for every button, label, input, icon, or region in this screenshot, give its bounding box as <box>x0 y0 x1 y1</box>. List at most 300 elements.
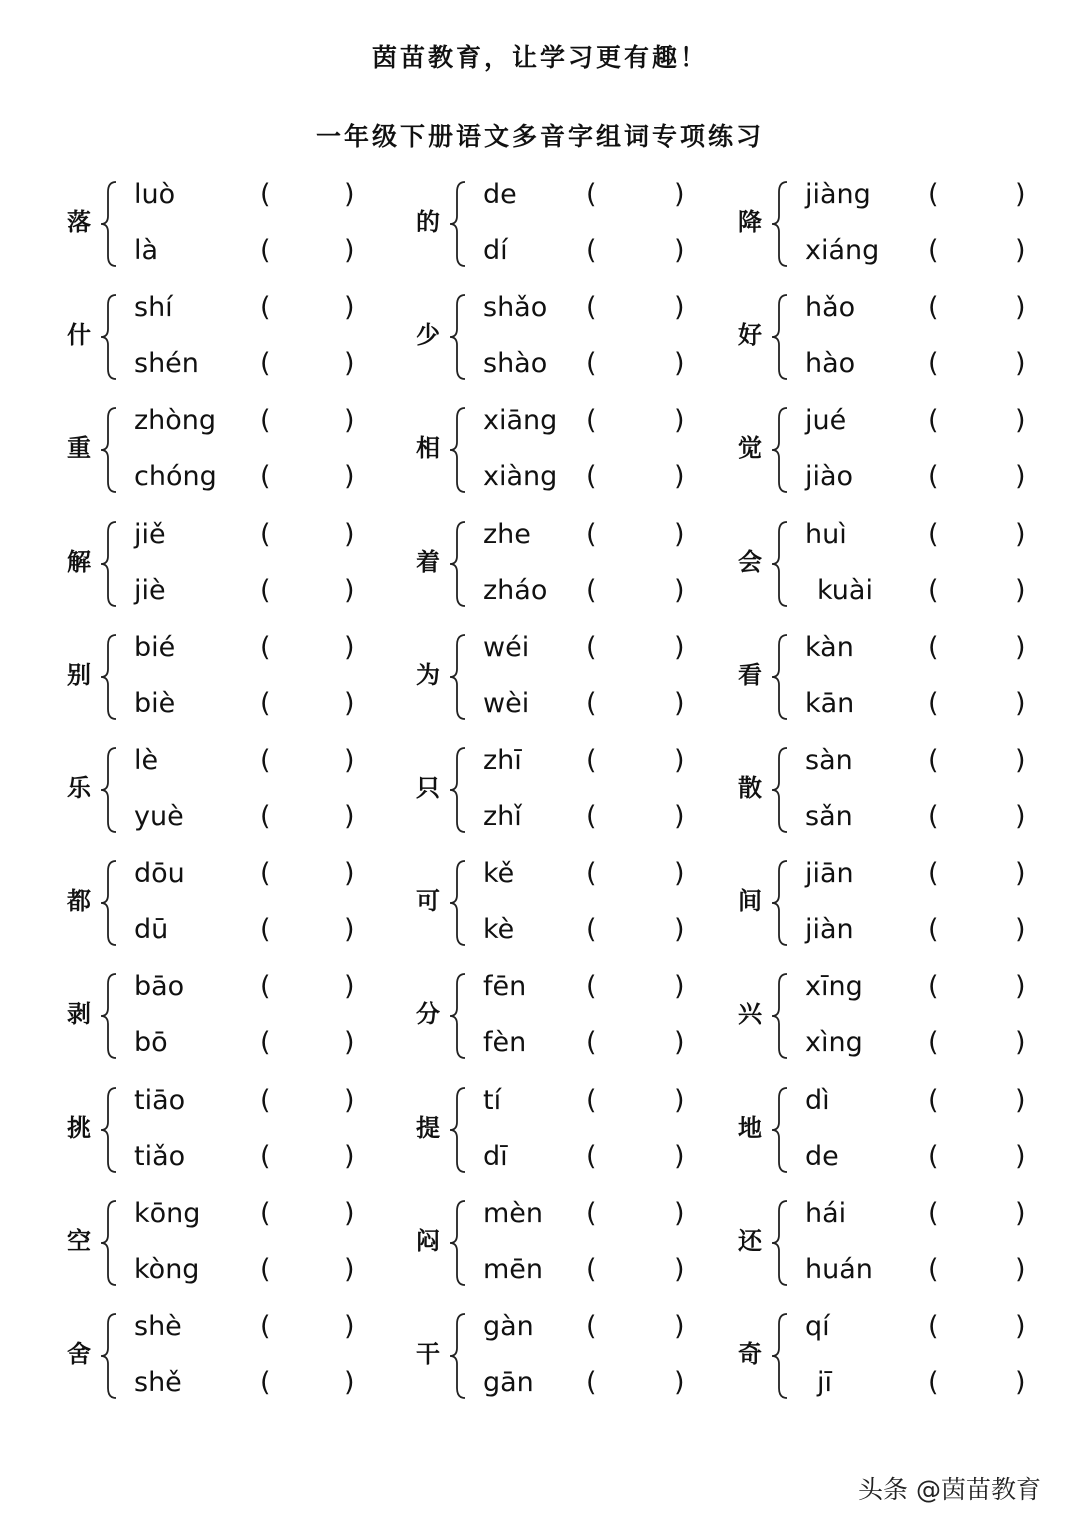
pinyin-reading: kě <box>483 858 515 889</box>
curly-brace-icon <box>769 180 791 268</box>
answer-blank-open-paren: ( <box>928 1367 939 1398</box>
curly-brace-icon <box>447 520 469 608</box>
pinyin-reading: kè <box>483 914 515 945</box>
answer-blank-close-paren: ) <box>344 292 355 323</box>
answer-blank-open-paren: ( <box>928 292 939 323</box>
pinyin-reading: dōu <box>134 858 185 889</box>
polyphone-character: 奇 <box>738 1339 762 1368</box>
answer-blank-close-paren: ) <box>1015 1254 1026 1285</box>
answer-blank-open-paren: ( <box>928 1085 939 1116</box>
answer-blank-close-paren: ) <box>674 235 685 266</box>
polyphone-character: 什 <box>67 320 91 349</box>
curly-brace-icon <box>447 1086 469 1174</box>
pinyin-reading: xiáng <box>805 235 880 266</box>
pinyin-reading: sǎn <box>805 801 853 832</box>
answer-blank-close-paren: ) <box>344 575 355 606</box>
answer-blank-close-paren: ) <box>674 1027 685 1058</box>
answer-blank-close-paren: ) <box>344 858 355 889</box>
answer-blank-open-paren: ( <box>260 632 271 663</box>
answer-blank-open-paren: ( <box>586 461 597 492</box>
pinyin-reading: là <box>134 235 159 266</box>
curly-brace-icon <box>769 633 791 721</box>
answer-blank-open-paren: ( <box>586 1085 597 1116</box>
polyphone-character: 的 <box>416 207 440 236</box>
answer-blank-close-paren: ) <box>344 405 355 436</box>
answer-blank-close-paren: ) <box>674 1141 685 1172</box>
answer-blank-open-paren: ( <box>260 1141 271 1172</box>
answer-blank-open-paren: ( <box>586 914 597 945</box>
curly-brace-icon <box>769 406 791 494</box>
polyphone-group <box>411 518 731 610</box>
answer-blank-open-paren: ( <box>928 1198 939 1229</box>
answer-blank-open-paren: ( <box>586 1367 597 1398</box>
curly-brace-icon <box>769 1086 791 1174</box>
pinyin-reading: luò <box>134 179 176 210</box>
answer-blank-open-paren: ( <box>928 1027 939 1058</box>
pinyin-reading: zhe <box>483 519 531 550</box>
answer-blank-close-paren: ) <box>1015 235 1026 266</box>
pinyin-reading: tiǎo <box>134 1141 186 1172</box>
polyphone-character: 为 <box>416 660 440 689</box>
polyphone-group <box>411 970 731 1062</box>
answer-blank-open-paren: ( <box>586 1198 597 1229</box>
polyphone-group <box>62 631 382 723</box>
pinyin-reading: lè <box>134 745 159 776</box>
pinyin-reading: hǎo <box>805 292 856 323</box>
polyphone-character: 看 <box>738 660 762 689</box>
polyphone-group <box>411 291 731 383</box>
polyphone-group <box>733 178 1053 270</box>
polyphone-group <box>733 970 1053 1062</box>
polyphone-group <box>62 1310 382 1402</box>
answer-blank-open-paren: ( <box>260 1027 271 1058</box>
pinyin-reading: chóng <box>134 461 217 492</box>
pinyin-reading: xiāng <box>483 405 558 436</box>
pinyin-reading: fèn <box>483 1027 527 1058</box>
answer-blank-close-paren: ) <box>344 801 355 832</box>
answer-blank-open-paren: ( <box>260 235 271 266</box>
answer-blank-open-paren: ( <box>586 1027 597 1058</box>
pinyin-reading: tí <box>483 1085 502 1116</box>
pinyin-reading: xīng <box>805 971 863 1002</box>
answer-blank-close-paren: ) <box>1015 461 1026 492</box>
pinyin-reading: shè <box>134 1311 182 1342</box>
answer-blank-open-paren: ( <box>260 971 271 1002</box>
answer-blank-open-paren: ( <box>260 745 271 776</box>
answer-blank-close-paren: ) <box>1015 801 1026 832</box>
pinyin-reading: jiàn <box>805 914 854 945</box>
answer-blank-close-paren: ) <box>344 179 355 210</box>
polyphone-group <box>733 1310 1053 1402</box>
answer-blank-close-paren: ) <box>1015 1141 1026 1172</box>
curly-brace-icon <box>98 520 120 608</box>
pinyin-reading: wèi <box>483 688 530 719</box>
answer-blank-close-paren: ) <box>344 348 355 379</box>
curly-brace-icon <box>447 1312 469 1400</box>
answer-blank-open-paren: ( <box>260 575 271 606</box>
polyphone-group <box>733 631 1053 723</box>
pinyin-reading: mēn <box>483 1254 544 1285</box>
polyphone-character: 降 <box>738 207 762 236</box>
pinyin-reading: fēn <box>483 971 527 1002</box>
polyphone-group <box>411 744 731 836</box>
answer-blank-close-paren: ) <box>344 1198 355 1229</box>
polyphone-character: 提 <box>416 1113 440 1142</box>
answer-blank-open-paren: ( <box>260 405 271 436</box>
pinyin-reading: zhǐ <box>483 801 522 832</box>
polyphone-group <box>62 1197 382 1289</box>
curly-brace-icon <box>447 180 469 268</box>
pinyin-reading: shén <box>134 348 199 379</box>
answer-blank-close-paren: ) <box>344 1254 355 1285</box>
polyphone-character: 着 <box>416 547 440 576</box>
pinyin-reading: bāo <box>134 971 185 1002</box>
curly-brace-icon <box>769 972 791 1060</box>
answer-blank-close-paren: ) <box>674 1085 685 1116</box>
pinyin-reading: yuè <box>134 801 184 832</box>
polyphone-character: 舍 <box>67 1339 91 1368</box>
answer-blank-close-paren: ) <box>1015 1367 1026 1398</box>
answer-blank-close-paren: ) <box>674 1367 685 1398</box>
pinyin-reading: jiàng <box>805 179 871 210</box>
polyphone-character: 地 <box>738 1113 762 1142</box>
answer-blank-close-paren: ) <box>1015 575 1026 606</box>
polyphone-group <box>62 857 382 949</box>
pinyin-reading: xiàng <box>483 461 558 492</box>
polyphone-character: 分 <box>416 999 440 1028</box>
answer-blank-close-paren: ) <box>1015 292 1026 323</box>
answer-blank-close-paren: ) <box>344 519 355 550</box>
answer-blank-close-paren: ) <box>674 971 685 1002</box>
curly-brace-icon <box>98 1312 120 1400</box>
polyphone-group <box>411 1310 731 1402</box>
answer-blank-close-paren: ) <box>1015 1198 1026 1229</box>
polyphone-character: 兴 <box>738 999 762 1028</box>
answer-blank-open-paren: ( <box>260 858 271 889</box>
answer-blank-close-paren: ) <box>344 914 355 945</box>
curly-brace-icon <box>98 1199 120 1287</box>
pinyin-reading: huì <box>805 519 847 550</box>
answer-blank-open-paren: ( <box>260 688 271 719</box>
answer-blank-close-paren: ) <box>1015 745 1026 776</box>
polyphone-group <box>411 1197 731 1289</box>
answer-blank-close-paren: ) <box>1015 1311 1026 1342</box>
pinyin-reading: bō <box>134 1027 168 1058</box>
answer-blank-open-paren: ( <box>586 179 597 210</box>
polyphone-group <box>411 1084 731 1176</box>
curly-brace-icon <box>98 859 120 947</box>
pinyin-reading: shǎo <box>483 292 548 323</box>
answer-blank-open-paren: ( <box>586 745 597 776</box>
answer-blank-close-paren: ) <box>674 348 685 379</box>
answer-blank-close-paren: ) <box>1015 632 1026 663</box>
answer-blank-open-paren: ( <box>260 348 271 379</box>
answer-blank-open-paren: ( <box>260 519 271 550</box>
curly-brace-icon <box>447 746 469 834</box>
pinyin-reading: jiān <box>805 858 854 889</box>
polyphone-character: 觉 <box>738 433 762 462</box>
polyphone-character: 闷 <box>416 1226 440 1255</box>
pinyin-reading: bié <box>134 632 176 663</box>
polyphone-character: 会 <box>738 547 762 576</box>
answer-blank-open-paren: ( <box>260 1254 271 1285</box>
answer-blank-close-paren: ) <box>1015 348 1026 379</box>
answer-blank-close-paren: ) <box>344 1311 355 1342</box>
answer-blank-close-paren: ) <box>674 858 685 889</box>
pinyin-reading: shě <box>134 1367 182 1398</box>
answer-blank-close-paren: ) <box>674 632 685 663</box>
polyphone-group <box>411 178 731 270</box>
answer-blank-open-paren: ( <box>586 1141 597 1172</box>
pinyin-reading: dì <box>805 1085 830 1116</box>
pinyin-reading: shí <box>134 292 173 323</box>
answer-blank-open-paren: ( <box>928 348 939 379</box>
answer-blank-close-paren: ) <box>674 1254 685 1285</box>
curly-brace-icon <box>98 972 120 1060</box>
answer-blank-open-paren: ( <box>928 1254 939 1285</box>
polyphone-character: 少 <box>416 320 440 349</box>
answer-blank-close-paren: ) <box>1015 858 1026 889</box>
answer-blank-close-paren: ) <box>344 1027 355 1058</box>
answer-blank-close-paren: ) <box>344 632 355 663</box>
polyphone-group <box>733 857 1053 949</box>
pinyin-reading: jiě <box>134 519 166 550</box>
answer-blank-close-paren: ) <box>674 179 685 210</box>
pinyin-reading: wéi <box>483 632 530 663</box>
pinyin-reading: zháo <box>483 575 548 606</box>
pinyin-reading: sàn <box>805 745 853 776</box>
pinyin-reading: kuài <box>817 575 873 606</box>
answer-blank-close-paren: ) <box>344 745 355 776</box>
answer-blank-open-paren: ( <box>260 1367 271 1398</box>
answer-blank-open-paren: ( <box>260 801 271 832</box>
answer-blank-open-paren: ( <box>586 405 597 436</box>
curly-brace-icon <box>98 633 120 721</box>
pinyin-reading: tiāo <box>134 1085 186 1116</box>
pinyin-reading: kān <box>805 688 855 719</box>
curly-brace-icon <box>769 1199 791 1287</box>
answer-blank-open-paren: ( <box>260 179 271 210</box>
pinyin-reading: qí <box>805 1311 830 1342</box>
polyphone-group <box>733 744 1053 836</box>
pinyin-reading: hái <box>805 1198 847 1229</box>
answer-blank-close-paren: ) <box>674 801 685 832</box>
answer-blank-open-paren: ( <box>586 519 597 550</box>
curly-brace-icon <box>447 972 469 1060</box>
answer-blank-close-paren: ) <box>344 235 355 266</box>
polyphone-character: 相 <box>416 433 440 462</box>
answer-blank-open-paren: ( <box>586 235 597 266</box>
answer-blank-open-paren: ( <box>586 632 597 663</box>
watermark: 头条 @茵苗教育 <box>858 1475 1041 1504</box>
curly-brace-icon <box>447 1199 469 1287</box>
answer-blank-open-paren: ( <box>928 519 939 550</box>
pinyin-reading: de <box>483 179 517 210</box>
brand-slogan: 茵苗教育，让学习更有趣！ <box>371 43 708 72</box>
pinyin-reading: kōng <box>134 1198 201 1229</box>
polyphone-character: 干 <box>416 1339 440 1368</box>
answer-blank-open-paren: ( <box>928 235 939 266</box>
answer-blank-open-paren: ( <box>928 1141 939 1172</box>
pinyin-reading: zhī <box>483 745 522 776</box>
polyphone-character: 挑 <box>67 1113 91 1142</box>
answer-blank-open-paren: ( <box>928 632 939 663</box>
curly-brace-icon <box>769 859 791 947</box>
answer-blank-open-paren: ( <box>260 1085 271 1116</box>
polyphone-character: 可 <box>416 886 440 915</box>
answer-blank-open-paren: ( <box>928 801 939 832</box>
answer-blank-open-paren: ( <box>586 858 597 889</box>
pinyin-reading: jiè <box>134 575 166 606</box>
answer-blank-close-paren: ) <box>1015 1085 1026 1116</box>
polyphone-group <box>62 178 382 270</box>
pinyin-reading: dí <box>483 235 508 266</box>
answer-blank-open-paren: ( <box>260 292 271 323</box>
answer-blank-close-paren: ) <box>344 461 355 492</box>
answer-blank-close-paren: ) <box>344 971 355 1002</box>
curly-brace-icon <box>98 180 120 268</box>
pinyin-reading: hào <box>805 348 856 379</box>
polyphone-character: 乐 <box>67 773 91 802</box>
answer-blank-close-paren: ) <box>674 405 685 436</box>
answer-blank-open-paren: ( <box>928 971 939 1002</box>
curly-brace-icon <box>447 859 469 947</box>
curly-brace-icon <box>98 293 120 381</box>
answer-blank-open-paren: ( <box>586 688 597 719</box>
polyphone-group <box>733 518 1053 610</box>
pinyin-reading: mèn <box>483 1198 544 1229</box>
pinyin-reading: kàn <box>805 632 854 663</box>
answer-blank-close-paren: ) <box>674 745 685 776</box>
answer-blank-open-paren: ( <box>928 575 939 606</box>
curly-brace-icon <box>447 633 469 721</box>
answer-blank-open-paren: ( <box>586 348 597 379</box>
page-title: 一年级下册语文多音字组词专项练习 <box>315 122 764 151</box>
pinyin-reading: dū <box>134 914 169 945</box>
curly-brace-icon <box>98 406 120 494</box>
polyphone-group <box>62 518 382 610</box>
answer-blank-close-paren: ) <box>344 1085 355 1116</box>
curly-brace-icon <box>769 520 791 608</box>
answer-blank-open-paren: ( <box>928 745 939 776</box>
pinyin-reading: shào <box>483 348 548 379</box>
polyphone-character: 解 <box>67 547 91 576</box>
answer-blank-open-paren: ( <box>928 914 939 945</box>
pinyin-reading: xìng <box>805 1027 863 1058</box>
polyphone-group <box>62 404 382 496</box>
polyphone-character: 空 <box>67 1226 91 1255</box>
curly-brace-icon <box>769 293 791 381</box>
answer-blank-open-paren: ( <box>586 575 597 606</box>
answer-blank-close-paren: ) <box>1015 1027 1026 1058</box>
answer-blank-close-paren: ) <box>1015 688 1026 719</box>
answer-blank-open-paren: ( <box>928 179 939 210</box>
answer-blank-close-paren: ) <box>1015 405 1026 436</box>
answer-blank-close-paren: ) <box>674 575 685 606</box>
polyphone-group <box>62 291 382 383</box>
curly-brace-icon <box>98 746 120 834</box>
answer-blank-close-paren: ) <box>1015 179 1026 210</box>
pinyin-reading: jī <box>817 1367 833 1398</box>
polyphone-character: 还 <box>738 1226 762 1255</box>
answer-blank-close-paren: ) <box>674 519 685 550</box>
answer-blank-close-paren: ) <box>674 461 685 492</box>
answer-blank-close-paren: ) <box>1015 971 1026 1002</box>
answer-blank-close-paren: ) <box>674 292 685 323</box>
polyphone-group <box>411 857 731 949</box>
answer-blank-close-paren: ) <box>674 1311 685 1342</box>
polyphone-character: 散 <box>738 773 762 802</box>
answer-blank-open-paren: ( <box>928 858 939 889</box>
answer-blank-close-paren: ) <box>344 1367 355 1398</box>
polyphone-group <box>733 1197 1053 1289</box>
answer-blank-open-paren: ( <box>586 971 597 1002</box>
pinyin-reading: zhòng <box>134 405 217 436</box>
answer-blank-open-paren: ( <box>586 1311 597 1342</box>
polyphone-character: 好 <box>738 320 762 349</box>
answer-blank-open-paren: ( <box>928 688 939 719</box>
polyphone-group <box>411 631 731 723</box>
polyphone-group <box>411 404 731 496</box>
curly-brace-icon <box>769 1312 791 1400</box>
answer-blank-open-paren: ( <box>260 1311 271 1342</box>
answer-blank-open-paren: ( <box>928 1311 939 1342</box>
pinyin-reading: jué <box>805 405 847 436</box>
polyphone-group <box>733 1084 1053 1176</box>
polyphone-character: 剥 <box>67 999 91 1028</box>
pinyin-reading: jiào <box>805 461 854 492</box>
curly-brace-icon <box>769 746 791 834</box>
answer-blank-close-paren: ) <box>674 688 685 719</box>
answer-blank-open-paren: ( <box>260 1198 271 1229</box>
pinyin-reading: gàn <box>483 1311 534 1342</box>
polyphone-character: 重 <box>67 433 91 462</box>
pinyin-reading: de <box>805 1141 839 1172</box>
polyphone-group <box>733 404 1053 496</box>
polyphone-group <box>62 744 382 836</box>
answer-blank-close-paren: ) <box>344 1141 355 1172</box>
pinyin-reading: kòng <box>134 1254 200 1285</box>
polyphone-character: 落 <box>67 207 91 236</box>
answer-blank-close-paren: ) <box>1015 519 1026 550</box>
answer-blank-open-paren: ( <box>586 801 597 832</box>
pinyin-reading: gān <box>483 1367 534 1398</box>
polyphone-character: 都 <box>67 886 91 915</box>
polyphone-group <box>733 291 1053 383</box>
answer-blank-open-paren: ( <box>928 461 939 492</box>
curly-brace-icon <box>98 1086 120 1174</box>
pinyin-reading: huán <box>805 1254 873 1285</box>
pinyin-reading: dī <box>483 1141 508 1172</box>
polyphone-group <box>62 1084 382 1176</box>
polyphone-group <box>62 970 382 1062</box>
answer-blank-open-paren: ( <box>586 292 597 323</box>
polyphone-character: 只 <box>416 773 440 802</box>
polyphone-character: 别 <box>67 660 91 689</box>
answer-blank-close-paren: ) <box>674 1198 685 1229</box>
answer-blank-open-paren: ( <box>260 914 271 945</box>
answer-blank-open-paren: ( <box>928 405 939 436</box>
answer-blank-close-paren: ) <box>674 914 685 945</box>
answer-blank-open-paren: ( <box>586 1254 597 1285</box>
curly-brace-icon <box>447 293 469 381</box>
answer-blank-close-paren: ) <box>1015 914 1026 945</box>
curly-brace-icon <box>447 406 469 494</box>
polyphone-character: 间 <box>738 886 762 915</box>
pinyin-reading: biè <box>134 688 176 719</box>
answer-blank-close-paren: ) <box>344 688 355 719</box>
answer-blank-open-paren: ( <box>260 461 271 492</box>
